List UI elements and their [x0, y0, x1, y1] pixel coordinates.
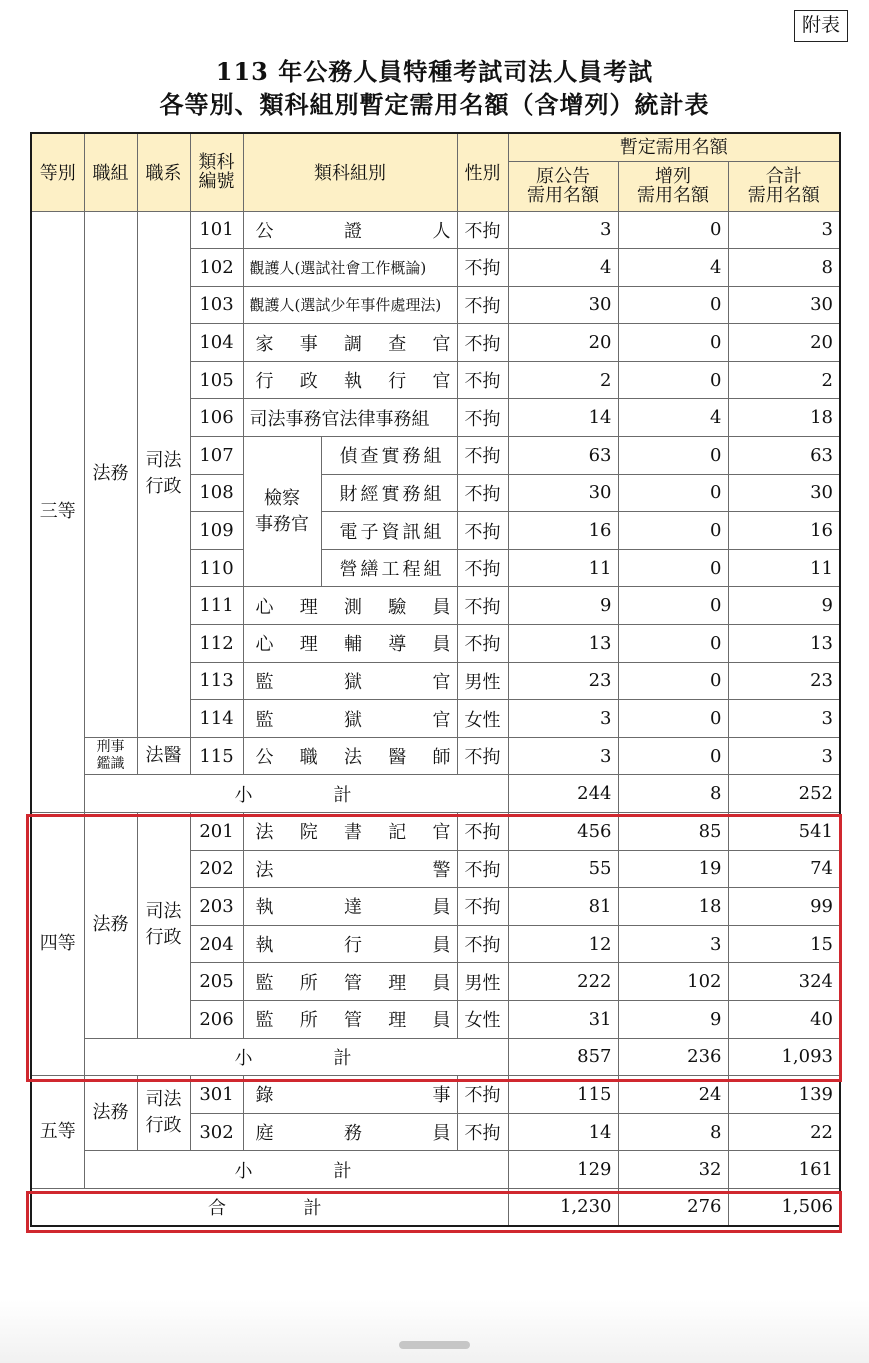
page-title: 113 年公務人員特種考試司法人員考試 [215, 57, 654, 86]
total-quota: 22 [728, 1113, 840, 1151]
subtotal-row-g3 [31, 775, 840, 813]
category-code: 109 [190, 512, 243, 550]
category-name [243, 1000, 457, 1038]
subtotal-g3-add: 8 [618, 775, 728, 813]
grand-total-char-2: 計 [303, 1197, 338, 1219]
category-name-text [250, 593, 457, 619]
subtotal-g4-orig: 857 [508, 1038, 618, 1076]
grade-5-cell: 五等 [31, 1076, 84, 1189]
category-code: 301 [190, 1076, 243, 1114]
category-code: 115 [190, 737, 243, 775]
category-name-char: 人 [432, 220, 451, 242]
category-name-char: 測 [344, 596, 362, 618]
category-name [243, 361, 457, 399]
series-sifa-line1: 司法 [145, 1089, 182, 1111]
header-quota: 暫定需用名額 [508, 133, 840, 161]
orig-quota: 3 [508, 700, 618, 738]
category-name [243, 850, 457, 888]
header-code [190, 133, 243, 211]
added-quota: 0 [618, 474, 728, 512]
category-name-text [250, 1081, 457, 1107]
series-sifa-line2: 行政 [145, 927, 182, 949]
category-name-char: 理 [388, 972, 407, 994]
series-sifa-cell [137, 1076, 190, 1151]
added-quota: 0 [618, 437, 728, 475]
orig-quota: 20 [508, 324, 618, 362]
grand-total-label [31, 1188, 508, 1226]
category-name-char: 官 [432, 371, 451, 393]
category-code: 110 [190, 549, 243, 587]
category-name [243, 888, 457, 926]
sex-cell: 不拘 [457, 512, 508, 550]
category-name-char: 達 [344, 897, 362, 919]
category-code: 101 [190, 211, 243, 249]
added-quota: 0 [618, 512, 728, 550]
category-name-char: 理 [388, 1010, 407, 1032]
subtotal-g5-total: 161 [728, 1151, 840, 1189]
category-name-char: 政 [299, 371, 318, 393]
sex-cell: 不拘 [457, 888, 508, 926]
added-quota: 0 [618, 737, 728, 775]
header-total-line2: 需用名額 [747, 185, 820, 206]
orig-quota: 9 [508, 587, 618, 625]
header-series: 職系 [137, 133, 190, 211]
total-quota: 16 [728, 512, 840, 550]
grand-total-label-text [32, 1194, 508, 1220]
category-name-char: 錄 [255, 1085, 274, 1107]
orig-quota: 30 [508, 474, 618, 512]
subtotal-label-text [85, 1157, 508, 1183]
header-sex: 性別 [457, 133, 508, 211]
category-name-text [250, 330, 457, 356]
appendix-badge: 附表 [794, 10, 848, 42]
category-name-char: 輔 [344, 634, 362, 656]
subtotal-label [84, 775, 508, 813]
added-quota: 102 [618, 963, 728, 1001]
orig-quota: 4 [508, 249, 618, 287]
sex-cell: 不拘 [457, 1113, 508, 1151]
category-name: 財經實務組 [321, 474, 457, 512]
category-name-char: 事 [432, 1085, 451, 1107]
category-name: 觀護人(選試少年事件處理法) [243, 286, 457, 324]
added-quota: 0 [618, 549, 728, 587]
total-quota: 30 [728, 286, 840, 324]
added-quota: 4 [618, 399, 728, 437]
category-name-text [250, 893, 457, 919]
subtotal-g3-orig: 244 [508, 775, 618, 813]
category-name-char: 醫 [388, 747, 407, 769]
subtotal-g5-add: 32 [618, 1151, 728, 1189]
total-quota: 99 [728, 888, 840, 926]
category-name-char: 公 [255, 220, 274, 242]
orig-quota: 14 [508, 1113, 618, 1151]
sex-cell: 男性 [457, 662, 508, 700]
category-code: 106 [190, 399, 243, 437]
category-name-char: 所 [299, 972, 318, 994]
total-quota: 18 [728, 399, 840, 437]
category-name-char: 調 [344, 333, 362, 355]
orig-quota: 30 [508, 286, 618, 324]
category-name [243, 324, 457, 362]
category-code: 102 [190, 249, 243, 287]
total-quota: 3 [728, 737, 840, 775]
category-name-char: 官 [432, 709, 451, 731]
category-name: 偵查實務組 [321, 437, 457, 475]
category-code: 108 [190, 474, 243, 512]
category-name-char: 公 [255, 747, 274, 769]
header-category: 類科組別 [243, 133, 457, 211]
grand-total-orig: 1,230 [508, 1188, 618, 1226]
total-quota: 8 [728, 249, 840, 287]
category-name-text [250, 743, 457, 769]
sex-cell: 不拘 [457, 286, 508, 324]
sex-cell: 女性 [457, 700, 508, 738]
category-name-char: 監 [255, 972, 274, 994]
category-name [243, 813, 457, 851]
table-row [31, 1076, 840, 1114]
category-name-text [250, 367, 457, 393]
added-quota: 9 [618, 1000, 728, 1038]
category-name [243, 211, 457, 249]
category-name-char: 管 [344, 972, 362, 994]
subtotal-row-g4 [31, 1038, 840, 1076]
grand-total-row [31, 1188, 840, 1226]
header-total-line1: 合計 [765, 166, 802, 187]
category-code: 103 [190, 286, 243, 324]
orig-quota: 31 [508, 1000, 618, 1038]
orig-quota: 13 [508, 625, 618, 663]
category-name-char: 執 [344, 371, 362, 393]
category-name-char: 行 [388, 371, 407, 393]
series-sifa-line1: 司法 [145, 901, 182, 923]
category-code: 204 [190, 925, 243, 963]
total-quota: 23 [728, 662, 840, 700]
sex-cell: 不拘 [457, 549, 508, 587]
category-name-char: 理 [299, 634, 318, 656]
category-code: 111 [190, 587, 243, 625]
header-add-line1: 增列 [655, 166, 691, 187]
category-name-text [250, 969, 457, 995]
orig-quota: 55 [508, 850, 618, 888]
subtotal-g3-total: 252 [728, 775, 840, 813]
orig-quota: 11 [508, 549, 618, 587]
table-row [31, 737, 840, 775]
subtotal-label [84, 1038, 508, 1076]
category-name-char: 師 [432, 747, 451, 769]
total-quota: 9 [728, 587, 840, 625]
total-quota: 30 [728, 474, 840, 512]
sex-cell: 不拘 [457, 474, 508, 512]
category-name-char: 理 [299, 596, 318, 618]
orig-quota: 115 [508, 1076, 618, 1114]
added-quota: 19 [618, 850, 728, 888]
category-name-char: 心 [255, 634, 274, 656]
category-name-char: 官 [432, 822, 451, 844]
added-quota: 18 [618, 888, 728, 926]
category-name-text [250, 931, 457, 957]
orig-quota: 3 [508, 737, 618, 775]
added-quota: 0 [618, 587, 728, 625]
group-fawu-cell: 法務 [84, 1076, 137, 1151]
sex-cell: 不拘 [457, 361, 508, 399]
category-name-char: 員 [432, 1010, 451, 1032]
category-name [243, 1076, 457, 1114]
header-grade: 等別 [31, 133, 84, 211]
home-indicator[interactable] [399, 1341, 470, 1349]
category-name-text [250, 1006, 457, 1032]
category-name: 司法事務官法律事務組 [243, 399, 457, 437]
category-name: 營繕工程組 [321, 549, 457, 587]
sex-cell: 男性 [457, 963, 508, 1001]
sex-cell: 不拘 [457, 437, 508, 475]
group-fawu-cell: 法務 [84, 813, 137, 1039]
category-name-char: 法 [255, 859, 274, 881]
page-subtitle: 各等別、類科組別暫定需用名額（含增列）統計表 [159, 90, 710, 119]
category-name-char: 獄 [344, 709, 362, 731]
category-name: 電子資訊組 [321, 512, 457, 550]
header-add [618, 161, 728, 211]
added-quota: 4 [618, 249, 728, 287]
category-name-text [250, 1119, 457, 1145]
category-code: 205 [190, 963, 243, 1001]
jiancha-cell [243, 437, 321, 587]
subtotal-g5-orig: 129 [508, 1151, 618, 1189]
table-row [31, 211, 840, 249]
category-name-char: 警 [432, 859, 451, 881]
category-code: 202 [190, 850, 243, 888]
category-code: 104 [190, 324, 243, 362]
added-quota: 0 [618, 361, 728, 399]
total-quota: 541 [728, 813, 840, 851]
category-name-char: 執 [255, 897, 274, 919]
category-name: 觀護人(選試社會工作概論) [243, 249, 457, 287]
total-quota: 11 [728, 549, 840, 587]
header-total [728, 161, 840, 211]
orig-quota: 23 [508, 662, 618, 700]
subtotal-char-1: 小 [234, 784, 269, 806]
category-name [243, 925, 457, 963]
category-name-char: 事 [299, 333, 318, 355]
header-code-line2: 編號 [198, 171, 235, 193]
total-quota: 324 [728, 963, 840, 1001]
orig-quota: 63 [508, 437, 618, 475]
added-quota: 85 [618, 813, 728, 851]
sex-cell: 不拘 [457, 1076, 508, 1114]
category-name-char: 獄 [344, 671, 362, 693]
category-name [243, 1113, 457, 1151]
category-code: 203 [190, 888, 243, 926]
header-orig-line2: 需用名額 [527, 185, 599, 206]
category-name-char: 書 [344, 822, 362, 844]
added-quota: 0 [618, 324, 728, 362]
category-name-char: 官 [432, 671, 451, 693]
total-quota: 3 [728, 211, 840, 249]
category-name-char: 務 [344, 1123, 362, 1145]
added-quota: 0 [618, 286, 728, 324]
category-name-text [250, 856, 457, 882]
subtotal-label-text [85, 1044, 508, 1070]
sex-cell: 不拘 [457, 737, 508, 775]
added-quota: 0 [618, 662, 728, 700]
category-name-char: 監 [255, 1010, 274, 1032]
category-name-char: 監 [255, 709, 274, 731]
header-orig-line1: 原公告 [536, 166, 590, 187]
total-quota: 139 [728, 1076, 840, 1114]
category-name-char: 證 [344, 220, 362, 242]
subtotal-char-2: 計 [333, 1160, 368, 1182]
category-name-char: 員 [432, 935, 451, 957]
group-xingshi-cell [84, 737, 137, 775]
category-code: 302 [190, 1113, 243, 1151]
category-name-char: 家 [255, 333, 274, 355]
jiancha-line1: 檢察 [264, 487, 300, 509]
category-name-char: 監 [255, 671, 274, 693]
orig-quota: 81 [508, 888, 618, 926]
category-name [243, 625, 457, 663]
total-quota: 13 [728, 625, 840, 663]
category-name [243, 963, 457, 1001]
orig-quota: 2 [508, 361, 618, 399]
grand-total-total: 1,506 [728, 1188, 840, 1226]
category-code: 107 [190, 437, 243, 475]
total-quota: 15 [728, 925, 840, 963]
category-name-char: 員 [432, 972, 451, 994]
subtotal-char-1: 小 [234, 1047, 269, 1069]
category-code: 206 [190, 1000, 243, 1038]
series-sifa-line2: 行政 [145, 1115, 182, 1137]
added-quota: 0 [618, 700, 728, 738]
orig-quota: 3 [508, 211, 618, 249]
category-name-char: 導 [388, 634, 407, 656]
group-fawu-cell: 法務 [84, 211, 137, 737]
grade-3-cell: 三等 [31, 211, 84, 813]
category-name [243, 662, 457, 700]
category-name-char: 所 [299, 1010, 318, 1032]
grand-total-char-1: 合 [208, 1197, 242, 1219]
category-code: 114 [190, 700, 243, 738]
category-name [243, 737, 457, 775]
category-name [243, 700, 457, 738]
grade-4-cell: 四等 [31, 813, 84, 1076]
sex-cell: 不拘 [457, 625, 508, 663]
header-group: 職組 [84, 133, 137, 211]
added-quota: 24 [618, 1076, 728, 1114]
xingshi-line2: 鑑識 [96, 756, 125, 773]
added-quota: 3 [618, 925, 728, 963]
category-name-char: 員 [432, 596, 451, 618]
subtotal-label-text [85, 781, 508, 807]
category-name-char: 記 [388, 822, 407, 844]
sex-cell: 不拘 [457, 249, 508, 287]
series-sifa-line2: 行政 [145, 476, 182, 498]
category-name-char: 員 [432, 897, 451, 919]
category-name [243, 587, 457, 625]
total-quota: 40 [728, 1000, 840, 1038]
orig-quota: 16 [508, 512, 618, 550]
category-name-char: 查 [388, 333, 407, 355]
jiancha-line2: 事務官 [255, 513, 309, 535]
category-name-text [250, 818, 457, 844]
category-name-text [250, 630, 457, 656]
sex-cell: 女性 [457, 1000, 508, 1038]
category-name-char: 心 [255, 596, 274, 618]
total-quota: 74 [728, 850, 840, 888]
category-name-char: 行 [255, 371, 274, 393]
added-quota: 0 [618, 211, 728, 249]
total-quota: 20 [728, 324, 840, 362]
category-name-char: 職 [299, 747, 318, 769]
orig-quota: 222 [508, 963, 618, 1001]
bottom-nav-area [0, 1300, 869, 1363]
series-sifa-line1: 司法 [145, 450, 182, 472]
category-name-char: 執 [255, 935, 274, 957]
subtotal-g4-total: 1,093 [728, 1038, 840, 1076]
sex-cell: 不拘 [457, 925, 508, 963]
category-name-char: 院 [299, 822, 318, 844]
added-quota: 0 [618, 625, 728, 663]
category-code: 113 [190, 662, 243, 700]
sex-cell: 不拘 [457, 813, 508, 851]
category-name-char: 員 [432, 1123, 451, 1145]
series-sifa-cell [137, 813, 190, 1039]
series-fayi-cell: 法醫 [137, 737, 190, 775]
header-orig [508, 161, 618, 211]
category-code: 105 [190, 361, 243, 399]
category-name-text [250, 217, 457, 243]
category-name-text [250, 706, 457, 732]
sex-cell: 不拘 [457, 324, 508, 362]
category-name-char: 員 [432, 634, 451, 656]
subtotal-char-2: 計 [333, 1047, 368, 1069]
sex-cell: 不拘 [457, 399, 508, 437]
quota-table [30, 132, 841, 1227]
sex-cell: 不拘 [457, 850, 508, 888]
table-row [31, 813, 840, 851]
header-add-line2: 需用名額 [637, 185, 709, 206]
grand-total-add: 276 [618, 1188, 728, 1226]
category-name-char: 法 [344, 747, 362, 769]
series-sifa-cell [137, 211, 190, 737]
sex-cell: 不拘 [457, 211, 508, 249]
category-name-char: 法 [255, 822, 274, 844]
orig-quota: 456 [508, 813, 618, 851]
xingshi-line1: 刑事 [96, 739, 125, 756]
category-code: 112 [190, 625, 243, 663]
category-code: 201 [190, 813, 243, 851]
orig-quota: 14 [508, 399, 618, 437]
subtotal-row-g5 [31, 1151, 840, 1189]
header-code-line1: 類科 [198, 152, 235, 174]
total-quota: 3 [728, 700, 840, 738]
category-name-char: 庭 [255, 1123, 274, 1145]
category-name-char: 驗 [388, 596, 407, 618]
added-quota: 8 [618, 1113, 728, 1151]
category-name-char: 行 [344, 935, 362, 957]
total-quota: 63 [728, 437, 840, 475]
subtotal-char-1: 小 [234, 1160, 269, 1182]
orig-quota: 12 [508, 925, 618, 963]
subtotal-g4-add: 236 [618, 1038, 728, 1076]
category-name-char: 官 [432, 333, 451, 355]
category-name-char: 管 [344, 1010, 362, 1032]
category-name-text [250, 668, 457, 694]
sex-cell: 不拘 [457, 587, 508, 625]
total-quota: 2 [728, 361, 840, 399]
subtotal-label [84, 1151, 508, 1189]
subtotal-char-2: 計 [333, 784, 368, 806]
